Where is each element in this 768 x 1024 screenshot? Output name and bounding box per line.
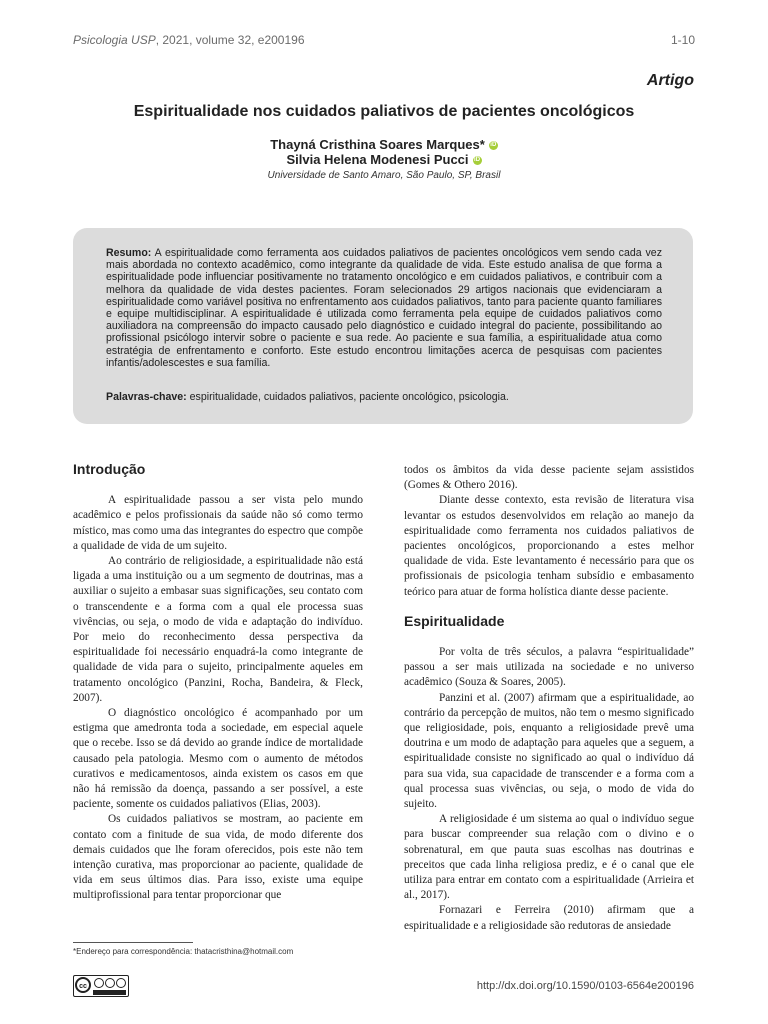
author-2 [0,152,768,167]
paragraph: A religiosidade é um sistema ao qual o indivíduo segue para buscar compreender sua relação com o divino e o sobrenatural, em que pauta suas escolhas nas doutrinas e preceitos que cada linha religiosa prediz, e é o canal que ele utiliza para entrar em contato com a espiritualidade (Arrieira et al., 2017). [404,813,694,902]
abstract [106,247,662,369]
paragraph: Os cuidados paliativos se mostram, ao paciente em contato com a finitude de sua vida, de modo diferente dos demais cuidados que lhe foram oferecidos, pois este não tem intenção curativa, mas proporcionar ao paciente, qualidade de vida em seus últimos dias. Para isso, existe uma equipe multiprofissional para tentar proporcionar que [73,813,363,902]
orcid-icon[interactable]: iD [474,157,481,164]
cc-icon: cc [75,977,91,993]
abstract-label: Resumo: [106,247,152,259]
nd-icon [116,978,126,988]
paragraph: Ao contrário de religiosidade, a espiritualidade não está ligada a uma instituição ou a um segmento de doutrinas, mas a auxiliar o sujeito a embasar suas significações, seu contato com o transcendente e a forma com a qual ele processa suas vivências, ou seja, o modo de vida e adaptação do indivíduo. Por meio do reconhecimento dessa perspectiva da espiritualidade foi necessário enquadrá-la como integrante de qualidade de vida para o sujeito, principalmente aqueles em tratamento oncológico (Panzini, Rocha, Bandeira, & Fleck, 2007). [73,555,363,704]
article-title: Espiritualidade nos cuidados paliativos de pacientes oncológicos [133,103,635,120]
paragraph: Panzini et al. (2007) afirmam que a espiritualidade, ao contrário da percepção de muitos, não tem o mesmo significado que religiosidade, pois, enquanto a religiosidade prevê uma doutrina e um modo de adaptação para aqueles que a seguem, a espiritualidade consiste no significado ao qual o indivíduo dá para sua vida, sua capacidade de transcender e a forma com a qual processa suas vivências, ou seja, o modo de vida do sujeito. [404,691,694,811]
abstract-body: A espiritualidade como ferramenta aos cuidados paliativos de pacientes oncológicos vem sendo cada vez mais abordada no contexto acadêmico, como integrante da qualidade de vida. Este estudo analisa de que forma a espiritualidade pode influenciar positivamente no tratamento oncológico e em cuidados paliativos, e contribuir com a melhora da qualidade de vida destes pacientes. Foram selecionados 29 artigos nacionais que evidenciaram a espiritualidade como variável positiva no enfrentamento aos cuidados paliativos, tanto para paciente quanto familiares e equipe multidisciplinar. A espiritualidade é utilizada como ferramenta pela equipe de cuidados paliativos como auxiliadora na compreensão do impacto causado pelo diagnóstico e cuidado integral do paciente, possibilitando ao profissional psicólogo intervir sobre o paciente e sua rede. Ao paciente e sua família, a espiritualidade atua como estratégia de enfrentamento e conforto. Este estudo encontrou limitações acerca de pesquisas com pacientes infantis/adolescestes e sua família. [106,247,662,369]
correspondence-footnote[interactable]: *Endereço para correspondência: thatacristhina@hotmail.com [73,947,294,956]
author-2-name: Silvia Helena Modenesi Pucci [286,152,469,167]
affiliation: Universidade de Santo Amaro, São Paulo, SP, Brasil [267,170,501,181]
article-type-label: Artigo [646,72,694,89]
section-heading-introducao: Introdução [73,461,146,477]
paragraph: O diagnóstico oncológico é acompanhado por um estigma que amedronta toda a sociedade, em especial aquele que o recebe. Isso se dá devido ao grande índice de mortalidade causado pela patologia. Mesmo com o aumento de métodos curativos e medicamentosos, ainda existem os casos em que não há remissão da doença, passando a ser possível, a este paciente, somente os cuidados paliativos (Elias, 2003). [73,707,363,811]
page-range: 1-10 [670,33,695,47]
abstract-box [73,228,693,424]
footnote-divider [73,942,193,943]
by-icon [94,978,104,988]
nc-icon [105,978,115,988]
keywords-label: Palavras-chave: [106,391,187,403]
journal-name: Psicologia USP [73,33,156,47]
paragraph-continuation: todos os âmbitos da vida desse paciente sejam assistidos (Gomes & Othero 2016). [404,464,694,492]
running-header [73,33,695,47]
paragraph: Fornazari e Ferreira (2010) afirmam que a espiritualidade e a religiosidade são redutoras de ansiedade [404,904,694,932]
keywords [106,391,662,403]
license-strip [93,990,126,995]
citation-details: , 2021, volume 32, e200196 [155,33,305,47]
creative-commons-by-nc-nd-icon[interactable] [73,975,129,997]
right-column [404,463,694,934]
paragraph: Por volta de três séculos, a palavra “espiritualidade” passou a ser mais utilizada na sociedade e no universo acadêmico (Souza & Soares, 2005). [404,646,694,689]
keywords-text: espiritualidade, cuidados paliativos, paciente oncológico, psicologia. [186,391,509,403]
orcid-icon[interactable]: iD [490,142,497,149]
section-heading-espiritualidade: Espiritualidade [404,612,505,629]
paragraph: Diante desse contexto, esta revisão de literatura visa levantar os estudos desenvolvidos em relação ao manejo da espiritualidade como ferramenta nos cuidados paliativos de pacientes oncológicos, proporcionando a estes melhor qualidade de vida. Este levantamento é necessário para que os profissionais de psicologia tenham subsídio e embasamento teórico para atuar de forma holística diante desse paciente. [404,494,694,598]
author-1 [0,137,768,152]
author-1-name: Thayná Cristhina Soares Marques* [270,137,485,152]
doi-link[interactable]: http://dx.doi.org/10.1590/0103-6564e200196 [476,980,694,992]
left-column [73,462,363,904]
paragraph: A espiritualidade passou a ser vista pelo mundo acadêmico e pelos profissionais da saúde não só como termo místico, mas como uma das integrantes do espectro que compõe a qualidade de vida de um sujeito. [73,494,363,552]
